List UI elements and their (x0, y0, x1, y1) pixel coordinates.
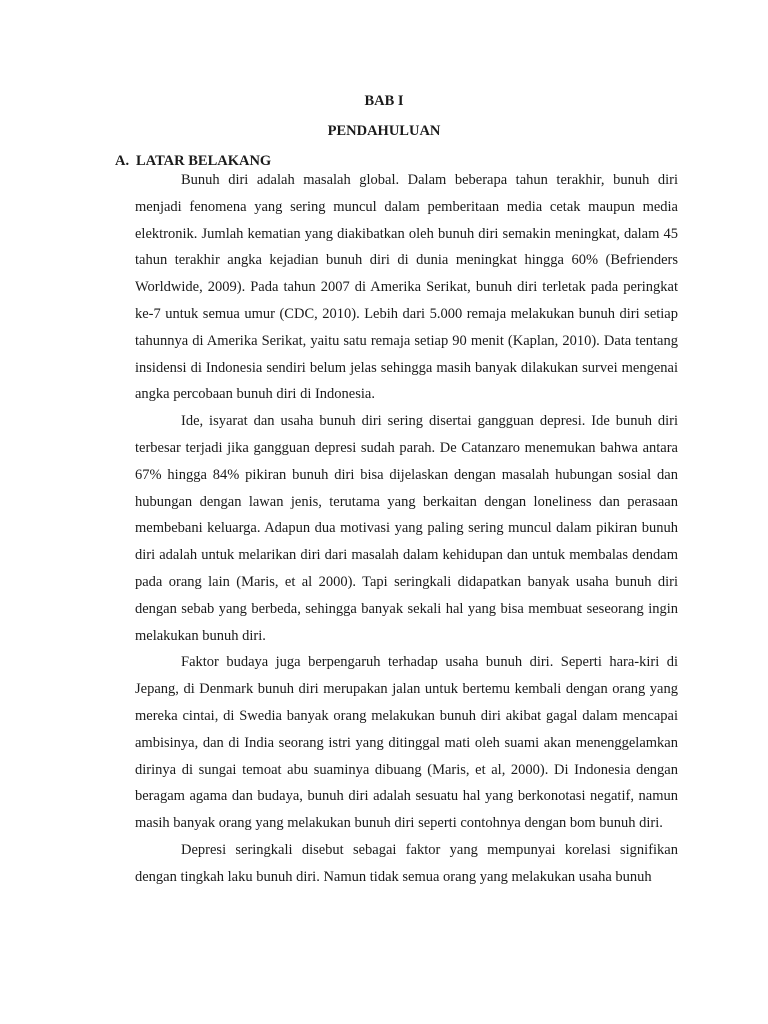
paragraph-1: Bunuh diri adalah masalah global. Dalam beberapa tahun terakhir, bunuh diri menjadi fenomena yang sering muncul dalam pemberitaan media cetak maupun media elektronik. Jumlah kematian yang diakibatkan oleh bunuh diri semakin meningkat, dalam 45 tahun terakhir angka kejadian bunuh diri di dunia meningkat hingga 60% (Befrienders Worldwide, 2009). Pada tahun 2007 di Amerika Serikat, bunuh diri terletak pada peringkat ke-7 untuk semua umur (CDC, 2010). Lebih dari 5.000 remaja melakukan bunuh diri setiap tahunnya di Amerika Serikat, yaitu satu remaja setiap 90 menit (Kaplan, 2010). Data tentang insidensi di Indonesia sendiri belum jelas sehingga masih banyak dilakukan survei mengenai angka percobaan bunuh diri di Indonesia. (135, 172, 678, 403)
chapter-number: BAB I (364, 93, 404, 109)
paragraph-2: Ide, isyarat dan usaha bunuh diri sering disertai gangguan depresi. Ide bunuh diri terbesar terjadi jika gangguan depresi sudah parah. De Catanzaro menemukan bahwa antara 67% hingga 84% pikiran bunuh diri bisa dijelaskan dengan masalah hubungan sosial dan hubungan dengan lawan jenis, terutama yang berkaitan dengan loneliness dan perasaan membebani keluarga. Adapun dua motivasi yang paling sering muncul dalam pikiran bunuh diri adalah untuk melarikan diri dari masalah dalam kehidupan dan untuk membalas dendam pada orang lain (Maris, et al 2000). Tapi seringkali didapatkan banyak usaha bunuh diri dengan sebab yang berbeda, sehingga banyak sekali hal yang bisa membuat seseorang ingin melakukan bunuh diri. (135, 413, 678, 644)
chapter-title: PENDAHULUAN (327, 123, 441, 139)
section-title: LATAR BELAKANG (136, 153, 272, 169)
paragraph-4: Depresi seringkali disebut sebagai faktor yang mempunyai korelasi signifikan dengan tingkah laku bunuh diri. Namun tidak semua orang yang melakukan usaha bunuh (135, 841, 678, 885)
paragraph-3: Faktor budaya juga berpengaruh terhadap usaha bunuh diri. Seperti hara-kiri di Jepang, di Denmark bunuh diri merupakan jalan untuk bertemu kembali dengan orang yang mereka cintai, di Swedia banyak orang melakukan bunuh diri akibat gagal dalam mencapai ambisinya, dan di India seorang istri yang ditinggal mati oleh suami akan menenggelamkan dirinya di sungai temoat abu suaminya dibuang (Maris, et al, 2000). Di Indonesia dengan beragam agama dan budaya, bunuh diri adalah sesuatu hal yang berkonotasi negatif, namun masih banyak orang yang melakukan bunuh diri seperti contohnya dengan bom bunuh diri. (135, 654, 678, 832)
body-text (135, 167, 678, 891)
section-letter: A. (115, 153, 130, 169)
